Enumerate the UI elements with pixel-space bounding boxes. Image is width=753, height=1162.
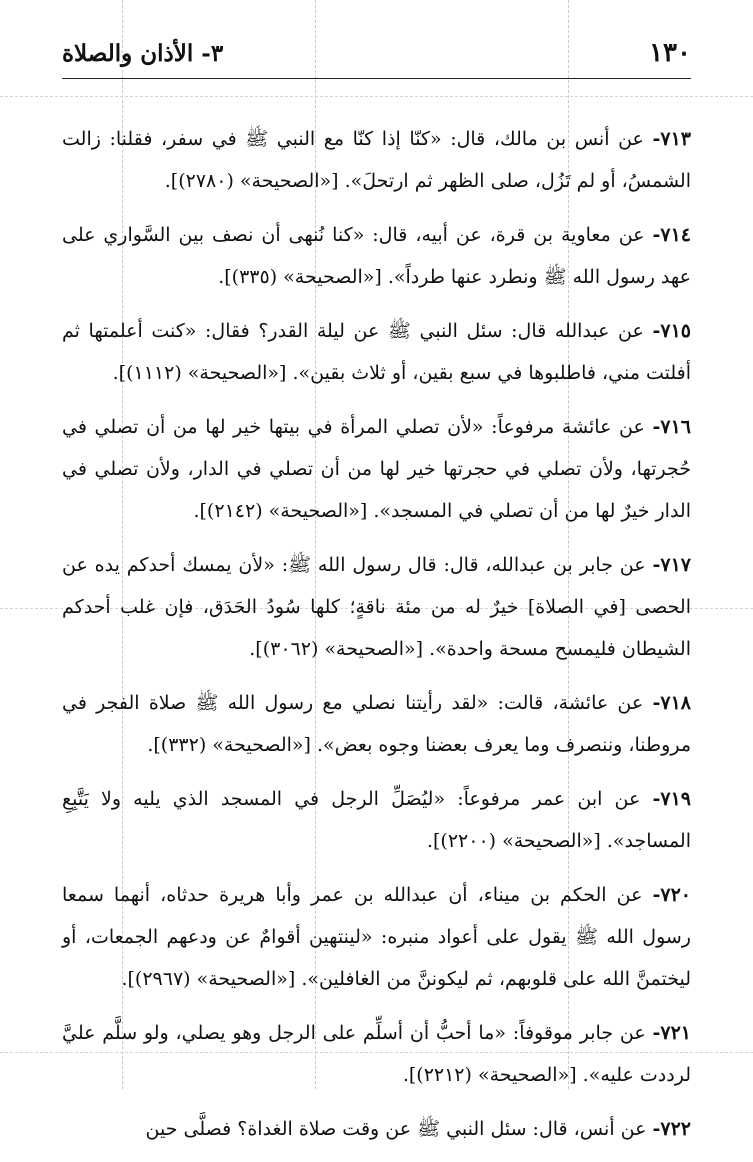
hadith-entry (62, 682, 691, 766)
hadith-entry (62, 1108, 691, 1150)
entry-text: عن عائشة مرفوعاً: «لأن تصلي المرأة في بيتها خير لها من أن تصلي في حُجرتها، ولأن تصلي في حجرتها خير لها من أن تصلي في الدار، ولأن تصلي في الدار خيرٌ لها من أن تصلي في المسجد». [«الصحيحة» (٢١٤٢)]. (62, 416, 691, 522)
entry-text: عن الحكم بن ميناء، أن عبدالله بن عمر وأبا هريرة حدثاه، أنهما سمعا رسول الله ﷺ يقول على أعواد منبره: «لينتهين أقوامٌ عن ودعهم الجمعات، أو ليختمنَّ الله على قلوبهم، ثم ليكوننَّ من الغافلين». [«الصحيحة» (٢٩٦٧)]. (62, 884, 691, 990)
entry-number: ٧٢١- (652, 1022, 691, 1044)
hadith-entry (62, 406, 691, 532)
hadith-entry (62, 544, 691, 670)
hadith-entry (62, 310, 691, 394)
entry-number: ٧١٣- (652, 128, 691, 150)
hadith-entry (62, 1012, 691, 1096)
hadith-list (62, 118, 691, 1162)
entry-number: ٧٢٢- (652, 1118, 691, 1140)
running-title: ٣- الأذان والصلاة (62, 40, 224, 67)
hadith-entry (62, 118, 691, 202)
entry-text: عن جابر موقوفاً: «ما أحبُّ أن أسلِّم على الرجل وهو يصلي، ولو سلَّم عليَّ لرددت عليه». [«الصحيحة» (٢٢١٢)]. (62, 1022, 691, 1086)
guide-line (0, 96, 753, 97)
entry-number: ٧١٦- (652, 416, 691, 438)
entry-number: ٧٢٠- (652, 884, 691, 906)
entry-number: ٧١٤- (652, 224, 691, 246)
hadith-entry (62, 778, 691, 862)
entry-number: ٧١٨- (652, 692, 691, 714)
entry-text: عن أنس بن مالك، قال: «كنّا إذا كنّا مع النبي ﷺ في سفر، فقلنا: زالت الشمسُ، أو لم تَزُل، صلى الظهر ثم ارتحلَ». [«الصحيحة» (٢٧٨٠)]. (62, 128, 691, 192)
entry-number: ٧١٧- (652, 554, 691, 576)
entry-number: ٧١٩- (652, 788, 691, 810)
entry-number: ٧١٥- (652, 320, 691, 342)
entry-text: عن ابن عمر مرفوعاً: «ليُصَلِّ الرجل في المسجد الذي يليه ولا يَتَّبِعِ المساجد». [«الصحيحة» (٢٢٠٠)]. (62, 788, 691, 852)
entry-text: عن معاوية بن قرة، عن أبيه، قال: «كنا نُنهى أن نصف بين السَّواري على عهد رسول الله ﷺ ونطرد عنها طرداً». [«الصحيحة» (٣٣٥)]. (62, 224, 691, 288)
hadith-entry (62, 874, 691, 1000)
page-number: ١٣٠ (649, 38, 691, 68)
entry-text: عن عبدالله قال: سئل النبي ﷺ عن ليلة القدر؟ فقال: «كنت أعلمتها ثم أفلتت مني، فاطلبوها في سبع بقين، أو ثلاث بقين». [«الصحيحة» (١١١٢)]. (62, 320, 691, 384)
entry-text: عن جابر بن عبدالله، قال: قال رسول الله ﷺ: «لأن يمسك أحدكم يده عن الحصى [في الصلاة] خيرٌ له من مئة ناقةٍ؛ كلها سُودُ الحَدَق، فإن غلب أحدكم الشيطان فليمسح مسحة واحدة». [«الصحيحة» (٣٠٦٢)]. (62, 554, 691, 660)
page-header (62, 32, 691, 79)
entry-text: عن أنس، قال: سئل النبي ﷺ عن وقت صلاة الغداة؟ فصلَّى حين (145, 1118, 653, 1140)
hadith-entry (62, 214, 691, 298)
entry-text: عن عائشة، قالت: «لقد رأيتنا نصلي مع رسول الله ﷺ صلاة الفجر في مروطنا، وننصرف وما يعرف بعضنا وجوه بعض». [«الصحيحة» (٣٣٢)]. (62, 692, 691, 756)
